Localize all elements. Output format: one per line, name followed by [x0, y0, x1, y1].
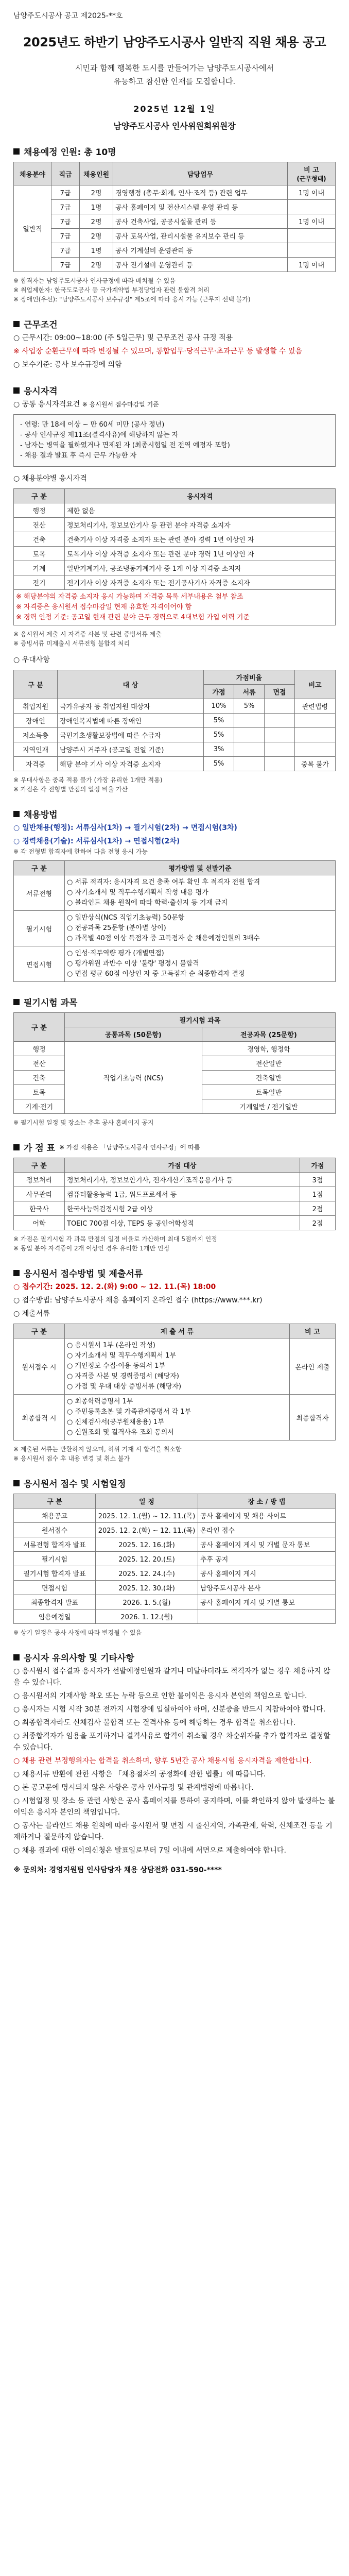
table-row: 최종합격자 발표 2026. 1. 5.(월) 공사 홈페이지 게시 및 개별 통보 [14, 1595, 336, 1609]
notice-item: ○ 채용서류 반환에 관한 사항은 「채용절차의 공정화에 관한 법률」에 따릅니다. [13, 1770, 266, 1778]
table-row: 어학 TOEIC 700점 이상, TEPS 등 공인어학성적 2점 [14, 1216, 336, 1230]
bonus-note: ※ 가점은 필기시험 각 과목 만점의 일정 비율로 가산하며 최대 5점까지 인정 [13, 1235, 217, 1243]
table-row: 건축 건축일반 [14, 1071, 336, 1085]
preference-table: 구 분 대 상 가점비율 비고 가점 서류 면접 취업지원 국가유공자 등 취업지원 대상자 10% 5% 관련법령 장애인 장애인복지법에 따른 장애인 5% 저소득층 국민기초생활보장법에 따른 수급자 5% 지역인재 남양주시 거주자 (공고일 전일 기준) 3% 자격증 해당 분야 기사 이상 자격증 소지자 5% 중복 불가 [13, 670, 336, 771]
table-row: 7급 1명 공사 기계설비 운영관리 등 [14, 243, 336, 258]
documents-note: ※ 응시원서 접수 후 내용 변경 및 취소 불가 [13, 1455, 130, 1462]
square-bullet-icon [13, 1480, 20, 1486]
application-method: ○ 접수방법: 남양주도시공사 채용 홈페이지 온라인 접수 (https://www.***.kr) [13, 1296, 263, 1304]
square-bullet-icon [13, 148, 20, 155]
cert-sub-note: ※ 증빙서류 미제출시 서류전형 불합격 처리 [13, 640, 130, 647]
preference-note-2: ※ 가점은 각 전형별 만점의 일정 비율 가산 [13, 786, 128, 793]
intro-line-1: 시민과 함께 행복한 도시를 만들어가는 남양주도시공사에서 [75, 63, 274, 73]
square-bullet-icon [13, 999, 20, 1005]
preference-note-1: ※ 우대사항은 중복 적용 불가 (가장 유리한 1개만 적용) [13, 776, 163, 784]
section-written-test: 필기시험 과목 [13, 995, 336, 1008]
contact-info: ※ 문의처: 경영지원팀 인사담당자 채용 상담전화 031-590-**** [13, 1866, 222, 1874]
common-title: ○ 공통 응시자격요건 ※ 응시원서 접수마감일 기준 [13, 400, 159, 409]
table-row: 토목 토목기사 이상 자격증 소지자 또는 관련 분야 경력 1년 이상인 자 [14, 547, 336, 561]
table-row: 한국사 한국사능력검정시험 2급 이상 2점 [14, 1201, 336, 1216]
method-item: ○ 일반채용(행정): 서류심사(1차) → 필기시험(2차) → 면접시험(3차) [13, 824, 237, 832]
table-row: 7급 1명 공사 홈페이지 및 전산시스템 운영 관리 등 [14, 200, 336, 214]
section-title: 채용예정 인원: 총 10명 [24, 147, 116, 158]
th-duty: 담당업무 [113, 162, 288, 185]
section-application: 응시원서 접수방법 및 제출서류 [13, 1266, 336, 1279]
table-row: 전산 전산일반 [14, 1056, 336, 1071]
preference-title: ○ 우대사항 [13, 656, 50, 664]
table-row: 7급 2명 공사 토목사업, 관리시설물 유지보수 관리 등 [14, 229, 336, 243]
table-row: 정보처리 정보처리기사, 정보보안기사, 전자계산기조직응용기사 등 3점 [14, 1173, 336, 1187]
th-count: 채용인원 [80, 162, 113, 185]
documents-note: ※ 제출된 서류는 반환하지 않으며, 허위 기재 시 합격을 취소함 [13, 1446, 182, 1453]
table-row: 필기시험 2025. 12. 20.(토) 추후 공지 [14, 1552, 336, 1566]
intro-line-2: 유능하고 참신한 인재를 모집합니다. [113, 77, 236, 86]
table-row: 임용예정일 2026. 1. 12.(월) [14, 1609, 336, 1624]
square-bullet-icon [13, 321, 20, 327]
recruitment-note-1: ※ 합격자는 남양주도시공사 인사규정에 따라 배치될 수 있음 [13, 277, 176, 284]
table-row: 전기 전기기사 이상 자격증 소지자 또는 전기공사기사 자격증 소지자 [14, 575, 336, 590]
bonus-note: ※ 동일 분야 자격증이 2개 이상인 경우 유리한 1개만 인정 [13, 1245, 170, 1252]
table-row: 사무관리 컴퓨터활용능력 1급, 워드프로세서 등 1점 [14, 1187, 336, 1201]
square-bullet-icon [13, 1654, 20, 1660]
notice-item: ○ 채용 결과에 대한 이의신청은 발표일로부터 7일 이내에 서면으로 제출하여야 합니다. [13, 1846, 286, 1855]
table-row: 원서접수 2025. 12. 2.(화) ~ 12. 11.(목) 온라인 접수 [14, 1523, 336, 1537]
schedule-table: 구 분 일 정 장 소 / 방 법 채용공고 2025. 12. 1.(월) ~ 12. 11.(목) 공사 홈페이지 및 채용 사이트 원서접수 2025. 12. 2.(화) ~ 12. 11.(목) 온라인 접수 서류전형 합격자 발표 2025. 12. 16.(화) 공사 홈페이지 게시 및 개별 문자 통보 필기시험 2025. 12. 20.(토) 추후 공지 필기시험 합격자 발표 2025. 12. 24.(수) 공사 홈페이지 게시 면접시험 2025. 12. 30.(화) 남양주도시공사 본사 최종합격자 발표 2026. 1. 5.(월) 공사 홈페이지 게시 및 개별 통보 임용예정일 2026. 1. 12.(월) [13, 1494, 336, 1624]
schedule-note: ※ 상기 일정은 공사 사정에 따라 변경될 수 있음 [13, 1629, 142, 1636]
section-method: 채용방법 [13, 807, 336, 820]
section-conditions: 근무조건 [13, 317, 336, 330]
field-eligibility-table: 구 분 응시자격 행정 제한 없음 전산 정보처리기사, 정보보안기사 등 관련 분야 자격증 소지자 건축 건축기사 이상 자격증 소지자 또는 관련 분야 경력 1년 이상인 자 토목 토목기사 이상 자격증 소지자 또는 관련 분야 경력 1년 이상인 자 기계 일반기계기사, 공조냉동기계기사 중 1개 이상 자격증 소지자 전기 전기기사 이상 자격증 소지자 또는 전기공사기사 자격증 소지자 ※ 해당분야의 자격증 소지자 응시 가능하며 자격증 목록 세부내용은 첨부 참조 ※ 자격증은 응시원서 접수마감일 현재 유효한 자격이어야 함 ※ 경력 인정 기준: 공고일 현재 관련 분야 근무 경력으로 4대보험 가입 이력 기준 [13, 488, 336, 625]
table-row: 행정 제한 없음 [14, 503, 336, 518]
table-row: 7급 2명 공사 전기설비 운영관리 등 1명 이내 [14, 258, 336, 272]
table-row: 원서접수 시 ○ 응시원서 1부 (온라인 작성) ○ 자기소개서 및 직무수행계획서 1부 ○ 개인정보 수집·이용 동의서 1부 ○ 자격증 사본 및 경력증명서 (해당자) ○ 가점 및 우대 대상 증빙서류 (해당자) 온라인 제출 [14, 1338, 336, 1395]
notice-item: ○ 응시원서의 기재사항 착오 또는 누락 등으로 인한 불이익은 응시자 본인의 책임으로 합니다. [13, 1692, 307, 1700]
table-row: 자격증 해당 분야 기사 이상 자격증 소지자 5% 중복 불가 [14, 757, 336, 771]
table-row: 토목 토목일반 [14, 1085, 336, 1099]
common-requirements-box: - 연령: 만 18세 이상 ~ 만 60세 미만 (공사 정년) - 공사 인사규정 제11조(결격사유)에 해당하지 않는 자 - 남자는 병역을 필하였거나 면제된 자 (최종시험일 전 전역 예정자 포함) - 채용 결과 발표 후 즉시 근무 가능한 자 [13, 414, 336, 467]
field-title: ○ 채용분야별 응시자격 [13, 474, 87, 483]
section-recruitment [13, 145, 336, 158]
condition-item: ○ 근무시간: 09:00~18:00 (주 5일근무) 및 근무조건 공사 규정 적용 [13, 334, 233, 342]
notice-item: ○ 최종합격자라도 신체검사 불합격 또는 결격사유 등에 해당하는 경우 합격을 취소합니다. [13, 1719, 296, 1727]
table-row: 건축 건축기사 이상 자격증 소지자 또는 관련 분야 경력 1년 이상인 자 [14, 532, 336, 547]
table-row: 최종합격 시 ○ 최종학력증명서 1부 ○ 주민등록초본 및 가족관계증명서 각 1부 ○ 신체검사서(공무원채용용) 1부 ○ 신원조회 및 결격사유 조회 동의서 최종합격자 [14, 1395, 336, 1440]
method-table: 구 분 평가방법 및 선발기준 서류전형 ○ 서류 적격자: 응시자격 요건 충족 여부 확인 후 적격자 전원 합격 ○ 자기소개서 및 직무수행계획서 작성 내용 평가 ○ 블라인드 채용 원칙에 따라 학력·출신지 등 기재 금지 필기시험 ○ 일반상식(NCS 직업기초능력) 50문항 ○ 전공과목 25문항 (분야별 상이) ○ 과목별 40점 이상 득점자 중 고득점자 순 채용예정인원의 3배수 면접시험 ○ 인성·직무역량 평가 (개별면접) ○ 평가위원 과반수 이상 '불량' 평정시 불합격 ○ 면접 평균 60점 이상인 자 중 고득점자 순 최종합격자 결정 [13, 860, 336, 982]
table-row: 기계 일반기계기사, 공조냉동기계기사 중 1개 이상 자격증 소지자 [14, 561, 336, 575]
recruitment-note-2: ※ 취업제한자: 한국도로공사 등 국가계약법 부정당업자 관련 불합격 처리 [13, 286, 210, 294]
th-grade: 직급 [51, 162, 80, 185]
method-item: ○ 경력채용(기술): 서류심사(1차) → 면접시험(2차) [13, 837, 180, 845]
method-note: ※ 각 전형별 합격자에 한하여 다음 전형 응시 가능 [13, 848, 148, 855]
table-row: 면접시험 2025. 12. 30.(화) 남양주도시공사 본사 [14, 1581, 336, 1595]
section-eligibility: 응시자격 [13, 384, 336, 397]
table-row: 7급 2명 공사 건축사업, 공공시설물 관리 등 1명 이내 [14, 214, 336, 229]
notice-item: ○ 최종합격자가 임용을 포기하거나 결격사유로 합격이 취소될 경우 차순위자를 추가 합격자로 결정할 수 있습니다. [13, 1732, 330, 1752]
cert-note: ※ 응시원서 제출 시 자격증 사본 및 관련 증빙서류 제출 [13, 631, 162, 638]
table-row: 저소득층 국민기초생활보장법에 따른 수급자 5% [14, 728, 336, 742]
table-row: 취업지원 국가유공자 등 취업지원 대상자 10% 5% 관련법령 [14, 699, 336, 714]
table-row: 면접시험 ○ 인성·직무역량 평가 (개별면접) ○ 평가위원 과반수 이상 '불량' 평정시 불합격 ○ 면접 평균 60점 이상인 자 중 고득점자 순 최종합격자 결정 [14, 946, 336, 982]
square-bullet-icon [13, 387, 20, 394]
notice-item: ○ 본 공고문에 명시되지 않은 사항은 공사 인사규정 및 관계법령에 따릅니다. [13, 1784, 254, 1792]
th-note: 비 고 (근무형태) [288, 162, 336, 185]
bonus-table: 구 분 가점 대상 가점 정보처리 정보처리기사, 정보보안기사, 전자계산기조직응용기사 등 3점 사무관리 컴퓨터활용능력 1급, 워드프로세서 등 1점 한국사 한국사능력검정시험 2급 이상 2점 어학 TOEIC 700점 이상, TEPS 등 공인어학성적 2점 [13, 1158, 336, 1230]
section-schedule: 응시원서 접수 및 시험일정 [13, 1477, 336, 1489]
square-bullet-icon [13, 811, 20, 817]
application-documents-label: ○ 제출서류 [13, 1310, 50, 1318]
notice-number: 남양주도시공사 공고 제2025-**호 [13, 12, 123, 20]
notice-item: ○ 채용 관련 부정행위자는 합격을 취소하며, 향후 5년간 공사 채용시험 응시자격을 제한합니다. [13, 1757, 312, 1765]
notice-item: ○ 응시원서 접수결과 응시자가 선발예정인원과 같거나 미달하더라도 적격자가 없는 경우 채용하지 않을 수 있습니다. [13, 1667, 330, 1687]
written-test-table: 구 분 필기시험 과목 공통과목 (50문항) 전공과목 (25문항) 행정 직업기초능력 (NCS) 경영학, 행정학 전산 전산일반 건축 건축일반 토목 토목일반 기계·전기 기계일반 / 전기일반 [13, 1012, 336, 1114]
table-row: 서류전형 합격자 발표 2025. 12. 16.(화) 공사 홈페이지 게시 및 개별 문자 통보 [14, 1537, 336, 1552]
notice-item: ○ 응시자는 시험 시작 30분 전까지 시험장에 입실하여야 하며, 신분증을 반드시 지참하여야 합니다. [13, 1705, 326, 1714]
table-row: 행정 직업기초능력 (NCS) 경영학, 행정학 [14, 1042, 336, 1056]
square-bullet-icon [13, 1144, 20, 1150]
application-period: ○ 접수기간: 2025. 12. 2.(화) 9:00 ~ 12. 11.(목) 18:00 [13, 1283, 216, 1291]
written-test-note: ※ 필기시험 일정 및 장소는 추후 공사 홈페이지 공지 [13, 1119, 154, 1126]
th-field: 채용분야 [14, 162, 51, 185]
table-row: 채용공고 2025. 12. 1.(월) ~ 12. 11.(목) 공사 홈페이지 및 채용 사이트 [14, 1509, 336, 1523]
table-row: 지역인재 남양주시 거주자 (공고일 전일 기준) 3% [14, 742, 336, 757]
condition-item: ※ 사업장 순환근무에 따라 변경될 수 있으며, 통합업무·당직근무·초과근무 등 발생할 수 있음 [13, 347, 302, 355]
table-row: 기계·전기 기계일반 / 전기일반 [14, 1099, 336, 1114]
table-row: 장애인 장애인복지법에 따른 장애인 5% [14, 714, 336, 728]
table-row: 서류전형 ○ 서류 적격자: 응시자격 요건 충족 여부 확인 후 적격자 전원 합격 ○ 자기소개서 및 직무수행계획서 작성 내용 평가 ○ 블라인드 채용 원칙에 따라 학력·출신지 등 기재 금지 [14, 875, 336, 911]
documents-table: 구 분 제 출 서 류 비 고 원서접수 시 ○ 응시원서 1부 (온라인 작성) ○ 자기소개서 및 직무수행계획서 1부 ○ 개인정보 수집·이용 동의서 1부 ○ 자격증 사본 및 경력증명서 (해당자) ○ 가점 및 우대 대상 증빙서류 (해당자) 온라인 제출 최종합격 시 ○ 최종학력증명서 1부 ○ 주민등록초본 및 가족관계증명서 각 1부 ○ 신체검사서(공무원채용용) 1부 ○ 신원조회 및 결격사유 조회 동의서 최종합격자 [13, 1324, 336, 1440]
notice-item: ○ 공사는 블라인드 채용 원칙에 따라 응시원서 및 면접 시 출신지역, 가족관계, 학력, 신체조건 등을 기재하거나 질문하지 않습니다. [13, 1822, 333, 1841]
section-notices: 응시자 유의사항 및 기타사항 [13, 1651, 336, 1664]
square-bullet-icon [13, 1270, 20, 1276]
intro [13, 61, 336, 88]
table-row: 일반직 7급 2명 경영행정 (총무·회계, 인사·조직 등) 관련 업무 1명 이내 [14, 185, 336, 200]
recruitment-table [13, 162, 336, 272]
recruitment-note-3: ※ 장애인(우선): "남양주도시공사 보수규정" 제5조에 따라 응시 가능 (근무지 선택 불가) [13, 296, 251, 303]
issuer: 남양주도시공사 인사위원회위원장 [113, 121, 236, 131]
notice-item: ○ 시험일정 및 장소 등 관련 사항은 공사 홈페이지를 통하여 공지하며, 이를 확인하지 않아 발생하는 불이익은 응시자 본인의 책임입니다. [13, 1797, 335, 1817]
table-row: 필기시험 합격자 발표 2025. 12. 24.(수) 공사 홈페이지 게시 [14, 1566, 336, 1581]
notice-date: 2025년 12월 1일 [133, 104, 216, 114]
section-bonus: 가 점 표 ※ 가점 적용은 「남양주도시공사 인사규정」에 따름 [13, 1141, 336, 1154]
notice-title: 2025년도 하반기 남양주도시공사 일반직 직원 채용 공고 [23, 35, 326, 49]
table-row: 필기시험 ○ 일반상식(NCS 직업기초능력) 50문항 ○ 전공과목 25문항 (분야별 상이) ○ 과목별 40점 이상 득점자 중 고득점자 순 채용예정인원의 3배수 [14, 911, 336, 946]
table-row: ※ 해당분야의 자격증 소지자 응시 가능하며 자격증 목록 세부내용은 첨부 참조 ※ 자격증은 응시원서 접수마감일 현재 유효한 자격이어야 함 ※ 경력 인정 기준: 공고일 현재 관련 분야 근무 경력으로 4대보험 가입 이력 기준 [14, 590, 336, 625]
table-row: 전산 정보처리기사, 정보보안기사 등 관련 분야 자격증 소지자 [14, 518, 336, 532]
condition-item: ○ 보수기준: 공사 보수규정에 의함 [13, 361, 122, 369]
